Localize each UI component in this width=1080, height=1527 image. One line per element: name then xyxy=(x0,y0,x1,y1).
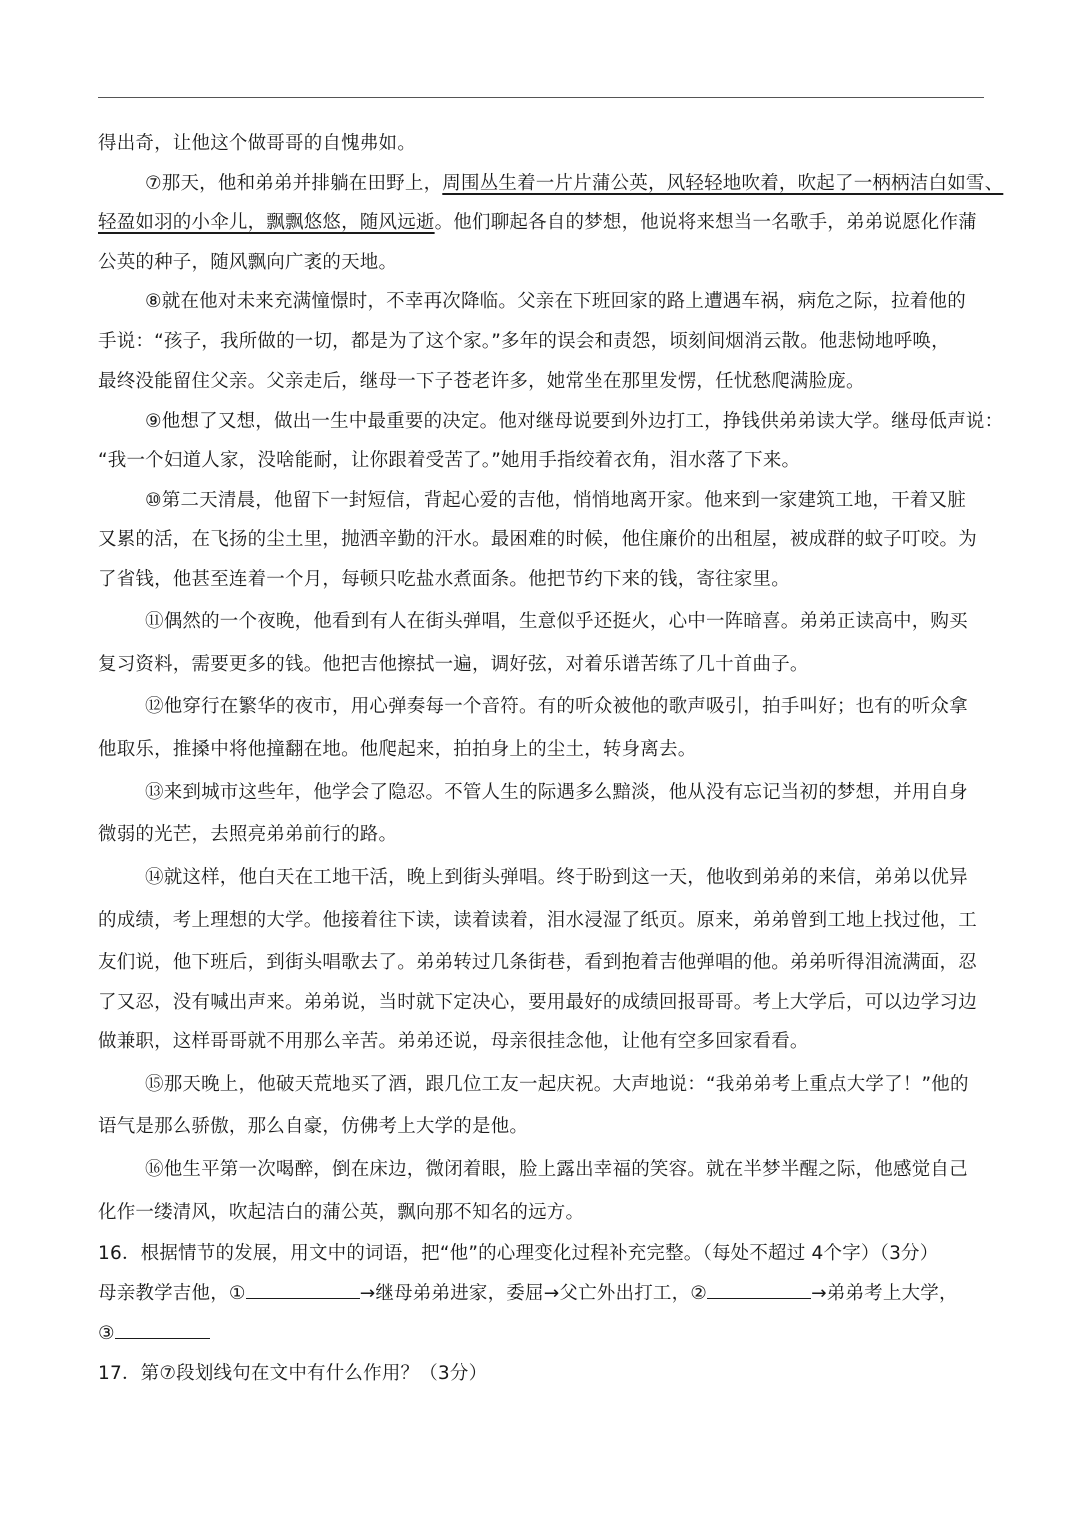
text-span: ③ xyxy=(98,1323,115,1344)
answer-blank-3[interactable] xyxy=(115,1320,210,1339)
question-17-prompt: 17．第⑦段划线句在文中有什么作用？（3分） xyxy=(98,1363,488,1384)
text-line: 做兼职，这样哥哥就不用那么辛苦。弟弟还说，母亲很挂念他，让他有空多回家看看。 xyxy=(98,1031,809,1052)
text-span: 母亲教学吉他，① xyxy=(98,1283,246,1304)
text-line: ⑯他生平第一次喝醉，倒在床边，微闭着眼，脸上露出幸福的笑容。就在半梦半醒之际，他感觉自己 xyxy=(145,1159,968,1180)
text-line: ⑨他想了又想，做出一生中最重要的决定。他对继母说要到外边打工，挣钱供弟弟读大学。继母低声说： xyxy=(145,411,1004,432)
text-line: 语气是那么骄傲，那么自豪，仿佛考上大学的是他。 xyxy=(98,1116,529,1137)
text-line: 复习资料，需要更多的钱。他把吉他擦拭一遍，调好弦，对着乐谱苦练了几十首曲子。 xyxy=(98,654,809,675)
paragraph-7-line-1 xyxy=(145,171,1004,197)
text-line: ⑭就这样，他白天在工地干活，晚上到街头弹唱。终于盼到这一天，他收到弟弟的来信，弟弟以优异 xyxy=(145,867,968,888)
paragraph-7-line-2 xyxy=(98,210,988,236)
underlined-sentence-part-2: 轻盈如羽的小伞儿，飘飘悠悠，随风远逝 xyxy=(98,212,435,233)
answer-blank-1[interactable] xyxy=(246,1280,360,1299)
question-16-answer-line xyxy=(98,1280,988,1307)
text-line: 又累的活，在飞扬的尘土里，抛洒辛勤的汗水。最困难的时候，他住廉价的出租屋，被成群的蚊子叮咬。为 xyxy=(98,529,977,550)
text-line: 手说：“孩子，我所做的一切，都是为了这个家。”多年的误会和责怨，顷刻间烟消云散。他悲恸地呼唤， xyxy=(98,331,950,352)
text-line: ⑧就在他对未来充满憧憬时，不幸再次降临。父亲在下班回家的路上遭遇车祸，病危之际，拉着他的 xyxy=(145,291,966,312)
text-line: 的成绩，考上理想的大学。他接着往下读，读着读着，泪水浸湿了纸页。原来，弟弟曾到工地上找过他，工 xyxy=(98,910,977,931)
question-16-answer-line-2 xyxy=(98,1320,988,1347)
text-line: 公英的种子，随风飘向广袤的天地。 xyxy=(98,252,398,273)
text-line: 得出奇，让他这个做哥哥的自愧弗如。 xyxy=(98,133,416,154)
text-line: “我一个妇道人家，没啥能耐，让你跟着受苦了。”她用手指绞着衣角，泪水落了下来。 xyxy=(98,450,801,471)
text-line: 微弱的光芒，去照亮弟弟前行的路。 xyxy=(98,824,398,845)
text-line: 了省钱，他甚至连着一个月，每顿只吃盐水煮面条。他把节约下来的钱，寄往家里。 xyxy=(98,569,790,590)
text-line: ⑬来到城市这些年，他学会了隐忍。不管人生的际遇多么黯淡，他从没有忘记当初的梦想，并用自身 xyxy=(145,782,968,803)
text-line: 他取乐，推搡中将他撞翻在地。他爬起来，拍拍身上的尘土，转身离去。 xyxy=(98,739,697,760)
text-line: ⑪偶然的一个夜晚，他看到有人在街头弹唱，生意似乎还挺火，心中一阵暗喜。弟弟正读高中，购买 xyxy=(145,611,968,632)
question-16-prompt: 16．根据情节的发展，用文中的词语，把“他”的心理变化过程补充完整。（每处不超过 4个字）（3分） xyxy=(98,1243,939,1264)
text-span: →继母弟弟进家，委屈→父亡外出打工，② xyxy=(359,1283,708,1304)
answer-blank-2[interactable] xyxy=(707,1280,811,1299)
text-line: ⑮那天晚上，他破天荒地买了酒，跟几位工友一起庆祝。大声地说：“我弟弟考上重点大学了！”他的 xyxy=(145,1074,969,1095)
text-span: ⑦那天，他和弟弟并排躺在田野上， xyxy=(145,173,443,194)
text-line: 最终没能留住父亲。父亲走后，继母一下子苍老许多，她常坐在那里发愣，任忧愁爬满脸庞。 xyxy=(98,371,865,392)
text-span: 。他们聊起各自的梦想，他说将来想当一名歌手，弟弟说愿化作蒲 xyxy=(434,212,977,233)
header-rule xyxy=(98,97,984,98)
text-line: ⑩第二天清晨，他留下一封短信，背起心爱的吉他，悄悄地离开家。他来到一家建筑工地，干着又脏 xyxy=(145,490,966,511)
text-line: 化作一缕清风，吹起洁白的蒲公英，飘向那不知名的远方。 xyxy=(98,1202,585,1223)
text-line: 友们说，他下班后，到街头唱歌去了。弟弟转过几条街巷，看到抱着吉他弹唱的他。弟弟听得泪流满面，忍 xyxy=(98,952,977,973)
text-line: 了又忍，没有喊出声来。弟弟说，当时就下定决心，要用最好的成绩回报哥哥。考上大学后，可以边学习边 xyxy=(98,992,977,1013)
text-span: →弟弟考上大学， xyxy=(811,1283,958,1304)
underlined-sentence-part-1: 周围丛生着一片片蒲公英，风轻轻地吹着，吹起了一柄柄洁白如雪、 xyxy=(442,173,1004,194)
text-line: ⑫他穿行在繁华的夜市，用心弹奏每一个音符。有的听众被他的歌声吸引，拍手叫好；也有的听众拿 xyxy=(145,696,968,717)
